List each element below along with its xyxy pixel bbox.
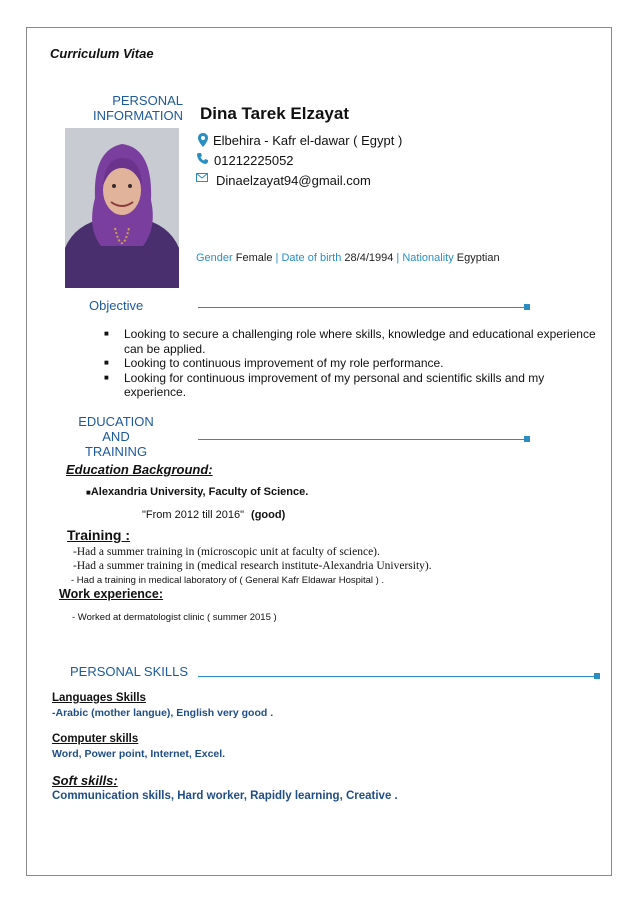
objective-list xyxy=(104,327,604,400)
study-period: "From 2012 till 2016" xyxy=(142,509,244,521)
university-bullet: ■ xyxy=(86,488,91,497)
education-background-heading: Education Background: xyxy=(66,462,213,477)
training-heading: Training : xyxy=(67,527,130,543)
training-item: - Had a training in medical laboratory of ( General Kafr Eldawar Hospital ) . xyxy=(71,575,385,586)
dob-value: 28/4/1994 xyxy=(344,252,394,264)
document-title: Curriculum Vitae xyxy=(50,46,154,61)
education-label-line2: TRAINING xyxy=(84,444,148,459)
dob-label: Date of birth xyxy=(281,252,342,264)
training-item: -Had a summer training in (microscopic unit at faculty of science). xyxy=(73,546,380,558)
objective-label: Objective xyxy=(89,298,144,313)
objective-rule-end xyxy=(524,304,530,310)
address-text: Elbehira - Kafr el-dawar ( Egypt ) xyxy=(213,133,403,148)
gender-label: Gender xyxy=(196,252,233,264)
personal-info-label-line2: INFORMATION xyxy=(92,108,183,123)
email-text: Dinaelzayat94@gmail.com xyxy=(216,173,371,188)
university-line xyxy=(86,486,308,498)
soft-skills-text: Communication skills, Hard worker, Rapidly learning, Creative . xyxy=(52,790,398,802)
education-label xyxy=(64,414,168,459)
training-item: -Had a summer training in (medical research institute-Alexandria University). xyxy=(73,560,432,572)
profile-photo-illustration xyxy=(65,128,179,288)
work-item: - Worked at dermatologist clinic ( summer 2015 ) xyxy=(72,612,277,623)
gender-value: Female xyxy=(235,252,273,264)
languages-text: -Arabic (mother langue), English very good . xyxy=(52,707,274,719)
education-rule xyxy=(198,439,524,440)
phone-text: 01212225052 xyxy=(214,153,294,168)
meta-separator: | xyxy=(275,252,279,264)
work-experience-heading: Work experience: xyxy=(59,587,163,601)
nationality-label: Nationality xyxy=(402,252,454,264)
nationality-value: Egyptian xyxy=(456,252,500,264)
skills-rule-end xyxy=(594,673,600,679)
list-item: ■ Looking to continuous improvement of my role performance. xyxy=(104,356,604,371)
email-icon xyxy=(196,173,208,182)
university-name: Alexandria University, Faculty of Science. xyxy=(90,486,309,498)
computer-skills-text: Word, Power point, Internet, Excel. xyxy=(52,748,226,760)
languages-heading: Languages Skills xyxy=(52,692,146,704)
list-item: ■ Looking to secure a challenging role where skills, knowledge and educational experience can be applied. xyxy=(104,327,604,356)
list-item: ■ Looking for continuous improvement of my personal and scientific skills and my experience. xyxy=(104,371,604,400)
phone-icon xyxy=(197,153,208,164)
computer-skills-heading: Computer skills xyxy=(52,733,139,745)
soft-skills-heading: Soft skills: xyxy=(52,773,118,788)
personal-info-label-line1: PERSONAL xyxy=(112,93,183,108)
personal-meta-line xyxy=(196,252,500,264)
study-grade: (good) xyxy=(251,509,286,521)
education-label-line1: EDUCATION AND xyxy=(78,414,154,444)
objective-rule xyxy=(198,307,524,308)
study-period-line xyxy=(142,509,285,521)
location-pin-icon xyxy=(198,133,208,147)
candidate-name: Dina Tarek Elzayat xyxy=(200,104,349,123)
personal-skills-label: PERSONAL SKILLS xyxy=(70,664,189,679)
profile-photo xyxy=(65,128,179,288)
skills-rule xyxy=(198,676,594,677)
education-rule-end xyxy=(524,436,530,442)
personal-info-label xyxy=(60,93,183,123)
meta-separator: | xyxy=(396,252,400,264)
